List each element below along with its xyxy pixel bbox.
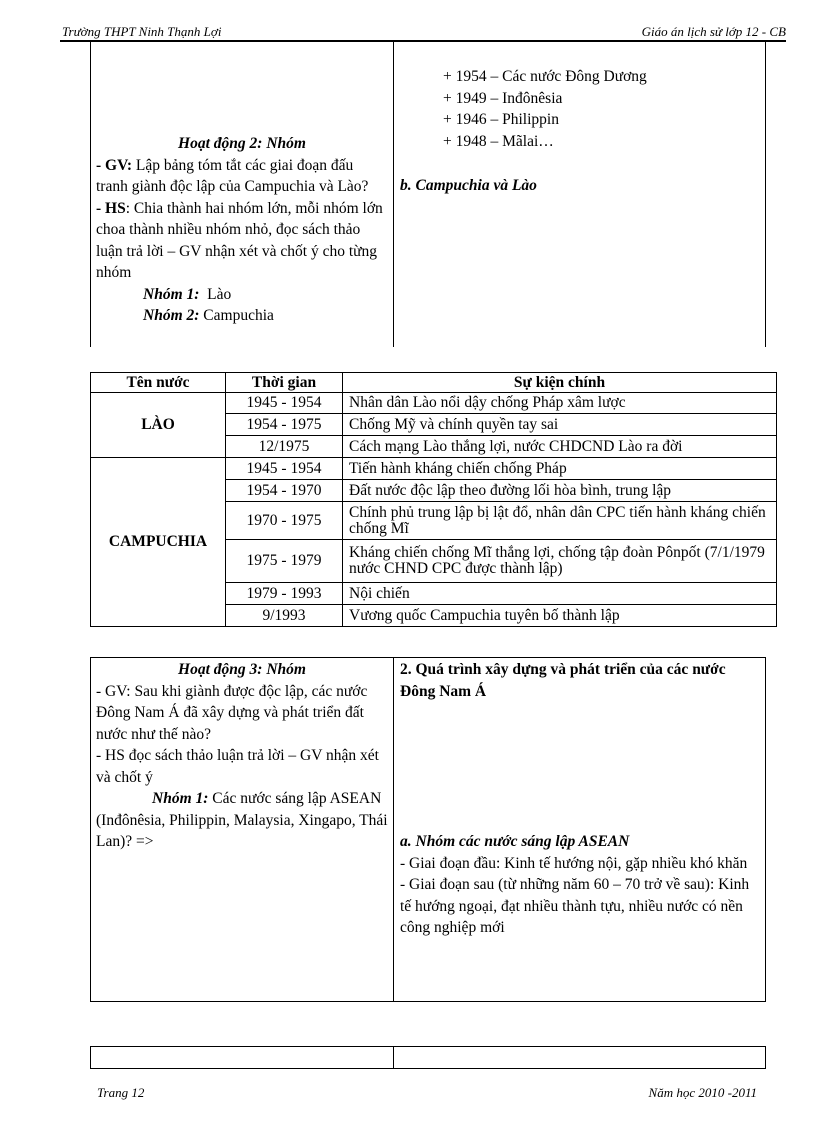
time-cell: 1979 - 1993	[226, 583, 343, 605]
time-cell: 1954 - 1970	[226, 480, 343, 502]
school-name: Trường THPT Ninh Thạnh Lợi	[62, 24, 222, 39]
list-item: + 1946 – Philippin	[443, 111, 559, 128]
time-cell: 1954 - 1975	[226, 414, 343, 436]
list-item: + 1948 – Mãlai…	[443, 132, 554, 150]
country-cambodia: CAMPUCHIA	[91, 458, 226, 627]
event-cell: Vương quốc Campuchia tuyên bố thành lập	[343, 605, 777, 627]
section1-left-border	[90, 42, 91, 347]
list-item: + 1954 – Các nước Đông Dương	[443, 68, 647, 85]
section2-divider	[393, 657, 394, 1002]
activity2-title: Hoạt động 2: Nhóm	[178, 135, 306, 152]
activity3-title: Hoạt động 3: Nhóm	[178, 661, 306, 678]
event-cell: Chống Mỹ và chính quyền tay sai	[343, 414, 777, 436]
event-cell: Tiến hành kháng chiến chống Pháp	[343, 458, 777, 480]
list-item: + 1949 – Inđônêsia	[443, 89, 563, 107]
page-number: Trang 12	[97, 1085, 145, 1100]
time-cell: 1975 - 1979	[226, 540, 343, 583]
event-cell: Kháng chiến chống Mĩ thắng lợi, chống tập đoàn Pônpốt (7/1/1979 nước CHND CPC được thành lập)	[343, 540, 777, 583]
column-header: Thời gian	[226, 373, 343, 393]
page-footer	[97, 1085, 757, 1101]
asean-founders-content	[400, 831, 758, 939]
later-stage-text: - Giai đoạn sau (từ những năm 60 – 70 trở về sau): Kinh tế hướng ngoại, đạt nhiều thành tựu, nhiều nước có nền công nghiệp mới	[400, 876, 750, 936]
table-header-row	[91, 373, 777, 393]
table-row	[91, 393, 777, 414]
time-cell: 1945 - 1954	[226, 458, 343, 480]
independence-years-list	[443, 66, 753, 152]
event-cell: Nội chiến	[343, 583, 777, 605]
column-header: Sự kiện chính	[343, 373, 777, 393]
page-header	[62, 24, 786, 40]
time-cell: 1945 - 1954	[226, 393, 343, 414]
time-cell: 1970 - 1975	[226, 502, 343, 540]
events-table	[90, 372, 777, 627]
country-laos: LÀO	[91, 393, 226, 458]
heading-development: 2. Quá trình xây dựng và phát triển của các nước Đông Nam Á	[400, 661, 726, 700]
activity3-group1: Nhóm 1: Các nước sáng lập ASEAN (Inđônêsia, Philippin, Malaysia, Xingapo, Thái Lan)? =>	[96, 790, 388, 850]
event-cell: Nhân dân Lào nổi dậy chống Pháp xâm lược	[343, 393, 777, 414]
document-title: Giáo án lịch sử lớp 12 - CB	[641, 24, 786, 39]
activity3-gv: - GV: Sau khi giành được độc lập, các nước Đông Nam Á đã xây dựng và phát triển đất nước như thế nào?	[96, 682, 368, 743]
activity2-block	[96, 133, 388, 327]
time-cell: 12/1975	[226, 436, 343, 458]
section1-middle-border	[393, 42, 394, 347]
activity2-gv: - GV: Lập bảng tóm tắt các giai đoạn đấu tranh giành độc lập của Campuchia và Lào?	[96, 156, 369, 195]
empty-table-row	[90, 1046, 766, 1069]
column-header: Tên nước	[91, 373, 226, 393]
event-cell: Chính phủ trung lập bị lật đổ, nhân dân CPC tiến hành kháng chiến chống Mĩ	[343, 502, 777, 540]
event-cell: Đất nước độc lập theo đường lối hòa bình, trung lập	[343, 480, 777, 502]
section1-right-border	[765, 42, 766, 347]
table-row	[91, 458, 777, 480]
heading-cambodia-laos: b. Campuchia và Lào	[400, 177, 537, 194]
school-year: Năm học 2010 -2011	[648, 1085, 757, 1100]
heading-asean-founders: a. Nhóm các nước sáng lập ASEAN	[400, 833, 630, 850]
activity2-hs: - HS: Chia thành hai nhóm lớn, mỗi nhóm lớn choa thành nhiều nhóm nhỏ, đọc sách thảo luận trả lời – GV nhận xét và chốt ý cho từng nhóm	[96, 199, 383, 281]
activity3-hs: - HS đọc sách thảo luận trả lời – GV nhận xét và chốt ý	[96, 747, 379, 786]
activity2-group1: Nhóm 1: Lào	[143, 285, 232, 303]
activity3-block	[96, 659, 388, 853]
event-cell: Cách mạng Lào thắng lợi, nước CHDCND Lào ra đời	[343, 436, 777, 458]
section2-right-content	[400, 659, 758, 702]
early-stage-text: - Giai đoạn đầu: Kinh tế hướng nội, gặp nhiều khó khăn	[400, 854, 748, 872]
activity2-group2: Nhóm 2: Campuchia	[143, 307, 274, 324]
empty-row-divider	[393, 1046, 394, 1069]
header-divider	[60, 40, 786, 42]
time-cell: 9/1993	[226, 605, 343, 627]
